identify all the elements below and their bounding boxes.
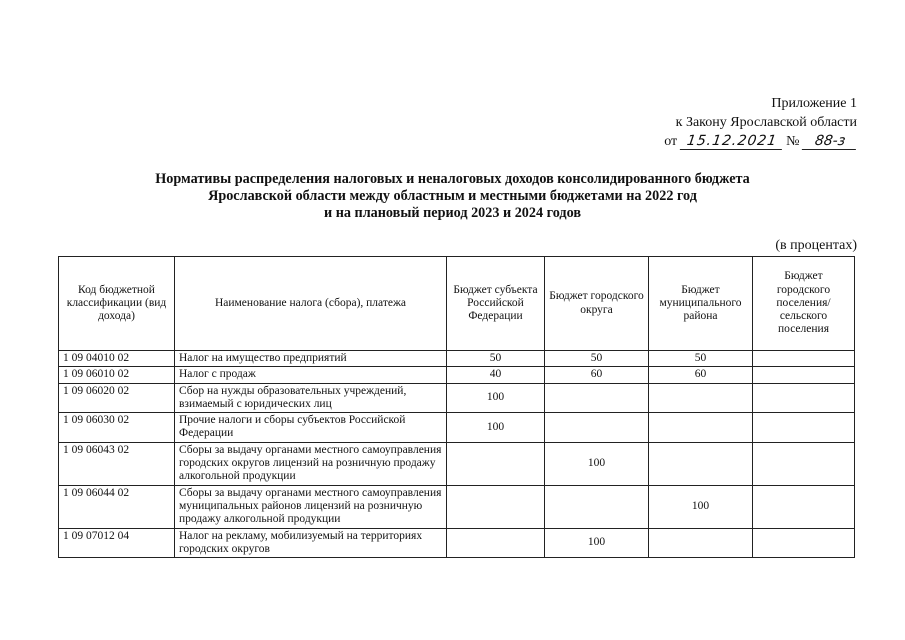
cell-subject bbox=[447, 442, 545, 485]
revenue-distribution-table bbox=[58, 256, 855, 558]
cell-city bbox=[545, 383, 649, 413]
cell-city bbox=[545, 485, 649, 528]
header-district-budget: Бюджет муниципального района bbox=[649, 257, 753, 351]
cell-city: 60 bbox=[545, 367, 649, 383]
cell-district bbox=[649, 383, 753, 413]
title-line-2: Ярославской области между областным и местными бюджетами на 2022 год bbox=[208, 188, 697, 204]
handwritten-number: 88-з bbox=[802, 133, 858, 150]
cell-subject: 40 bbox=[447, 367, 545, 383]
table-row bbox=[59, 383, 855, 413]
units-note: (в процентах) bbox=[775, 238, 857, 253]
cell-settlement bbox=[753, 367, 855, 383]
cell-district bbox=[649, 442, 753, 485]
cell-district: 100 bbox=[649, 485, 753, 528]
cell-settlement bbox=[753, 528, 855, 558]
cell-district: 50 bbox=[649, 351, 753, 367]
cell-subject bbox=[447, 485, 545, 528]
cell-settlement bbox=[753, 383, 855, 413]
cell-name: Налог на рекламу, мобилизуемый на территориях городских округов bbox=[175, 528, 447, 558]
cell-name: Сборы за выдачу органами местного самоуправления городских округов лицензий на розничную продажу алкогольной продукции bbox=[175, 442, 447, 485]
cell-code: 1 09 06044 02 bbox=[59, 485, 175, 528]
header-settlement-budget: Бюджет городского поселения/ сельского поселения bbox=[753, 257, 855, 351]
cell-subject: 100 bbox=[447, 413, 545, 443]
appendix-law: к Закону Ярославской области bbox=[675, 115, 857, 130]
table-row bbox=[59, 367, 855, 383]
header-code: Код бюджетной классификации (вид дохода) bbox=[59, 257, 175, 351]
from-label: от bbox=[664, 134, 678, 149]
cell-settlement bbox=[753, 485, 855, 528]
table-header-row bbox=[59, 257, 855, 351]
cell-settlement bbox=[753, 442, 855, 485]
table-row bbox=[59, 351, 855, 367]
table-row bbox=[59, 442, 855, 485]
cell-city: 100 bbox=[545, 442, 649, 485]
table-row bbox=[59, 413, 855, 443]
cell-code: 1 09 06030 02 bbox=[59, 413, 175, 443]
cell-name: Прочие налоги и сборы субъектов Российской Федерации bbox=[175, 413, 447, 443]
header-city-budget: Бюджет городского округа bbox=[545, 257, 649, 351]
cell-district bbox=[649, 528, 753, 558]
handwritten-date: 15.12.2021 bbox=[679, 133, 783, 150]
cell-district: 60 bbox=[649, 367, 753, 383]
cell-code: 1 09 06020 02 bbox=[59, 383, 175, 413]
header-name: Наименование налога (сбора), платежа bbox=[175, 257, 447, 351]
cell-city bbox=[545, 413, 649, 443]
cell-subject: 50 bbox=[447, 351, 545, 367]
header-subject-budget: Бюджет субъекта Российской Федерации bbox=[447, 257, 545, 351]
table-row bbox=[59, 485, 855, 528]
document-title bbox=[0, 171, 905, 222]
appendix-block bbox=[664, 94, 857, 151]
cell-name: Сборы за выдачу органами местного самоуправления муниципальных районов лицензий на розничную продажу алкогольной продукции bbox=[175, 485, 447, 528]
cell-code: 1 09 04010 02 bbox=[59, 351, 175, 367]
appendix-title: Приложение 1 bbox=[771, 96, 857, 111]
table-row bbox=[59, 528, 855, 558]
cell-code: 1 09 06043 02 bbox=[59, 442, 175, 485]
cell-name: Налог с продаж bbox=[175, 367, 447, 383]
cell-name: Сбор на нужды образовательных учреждений, взимаемый с юридических лиц bbox=[175, 383, 447, 413]
title-line-3: и на плановый период 2023 и 2024 годов bbox=[323, 205, 581, 221]
number-label: № bbox=[786, 134, 800, 149]
cell-district bbox=[649, 413, 753, 443]
title-line-1: Нормативы распределения налоговых и неналоговых доходов консолидированного бюджета bbox=[155, 171, 750, 187]
cell-city: 100 bbox=[545, 528, 649, 558]
cell-name: Налог на имущество предприятий bbox=[175, 351, 447, 367]
cell-subject: 100 bbox=[447, 383, 545, 413]
appendix-signature-line bbox=[664, 132, 857, 151]
cell-settlement bbox=[753, 351, 855, 367]
cell-code: 1 09 06010 02 bbox=[59, 367, 175, 383]
cell-subject bbox=[447, 528, 545, 558]
cell-code: 1 09 07012 04 bbox=[59, 528, 175, 558]
cell-settlement bbox=[753, 413, 855, 443]
cell-city: 50 bbox=[545, 351, 649, 367]
